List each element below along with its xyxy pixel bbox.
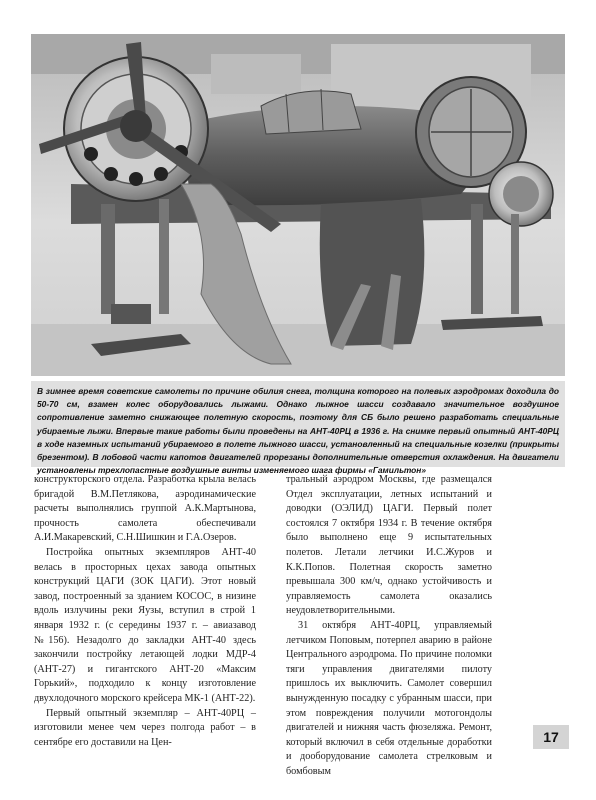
paragraph: 31 октября АНТ-40РЦ, управляемый летчиком Поповым, потерпел аварию в районе Центрального аэродрома. По причине поломки тяги управления двигателями пилоту пришлось их выключить. Самолет совершил вынужденную посадку с убранным шасси, при этом повреждения получили мотогондолы двигателей и нижняя часть фюзеляжа. Ремонт, который включил в себя отдельные доработки и дооборудование самолета стрелковым и бомбовым	[286, 619, 492, 777]
aircraft-photo	[31, 34, 565, 376]
paragraph: конструкторского отдела. Разработка крыла велась бригадой В.М.Петлякова, аэродинамические расчеты выполнялись группой А.К.Мартынова, прочность самолета обеспечивали А.И.Макаревский, С.Н.Шишкин и Г.А.Озеров.	[34, 474, 256, 544]
left-text-column	[34, 473, 256, 750]
paragraph: Первый опытный экземпляр – АНТ-40РЦ – изготовили менее чем через полгода работ – в сентябре его доставили на Цен-	[34, 707, 256, 748]
page-number: 17	[533, 725, 569, 749]
paragraph: тральный аэродром Москвы, где размещался Отдел эксплуатации, летных испытаний и доводки (ОЭЛИД) ЦАГИ. Первый полет состоялся 7 октября 1934 г. В течение октября было выполнено еще 9 испытательных полетов. Летали летчики И.С.Журов и К.К.Попов. Полетная скорость заметно превышала 300 км/ч, однако устойчивость и управляемость самолета оказались неудовлетворительными.	[286, 474, 492, 617]
paragraph: Постройка опытных экземпляров АНТ-40 велась в просторных цехах завода опытных конструкций ЦАГИ (ЗОК ЦАГИ). Этот новый завод, построенный за зданием КОСОС, в низине вдоль излучины реки Яузы, вступил в строй 1 января 1932 г. (с середины 1937 г. – авиазавод №156). Незадолго до закладки АНТ-40 здесь закончили постройку летающей лодки МДР-4 (АНТ-27) и гигантского АНТ-20 «Максим Горький», подходило к концу изготовление двухлодочного морского крейсера МК-1 (АНТ-22).	[34, 546, 256, 704]
right-text-column	[286, 473, 492, 779]
photo-caption: В зимнее время советские самолеты по причине обилия снега, толщина которого на полевых аэродромах доходила до 50-70 см, взамен колес оборудовались лыжами. Однако лыжное шасси создавало значительное воздушное сопротивление заметно снижающее полетную скорость, поэтому для СБ было решено разработать специальные убираемые лыжи. Впервые такие работы были проведены на АНТ-40РЦ в 1936 г. На снимке первый опытный АНТ-40РЦ в ходе наземных испытаний убираемого в полете лыжного шасси, установленный на специальные козелки (прикрыты брезентом). В лобовой части капотов двигателей прорезаны дополнительные отверстия охлаждения. На двигатели установлены трехлопастные воздушные винты изменяемого шага фирмы «Гамильтон»	[31, 381, 565, 467]
aircraft-photo-drawing	[31, 34, 565, 376]
